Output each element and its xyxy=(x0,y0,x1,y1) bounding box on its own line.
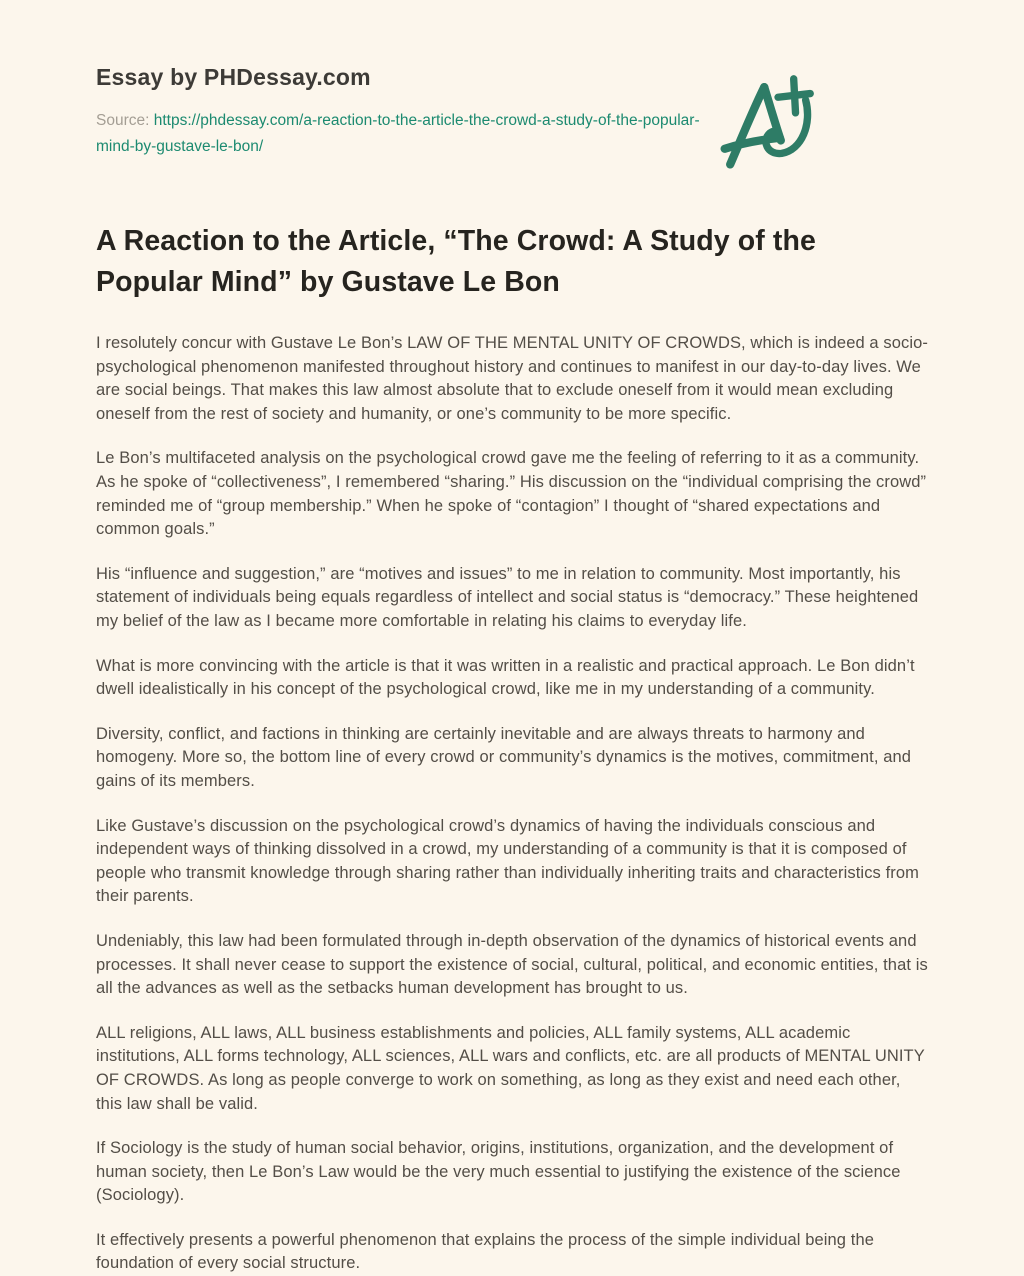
paragraph-1: I resolutely concur with Gustave Le Bon’s LAW OF THE MENTAL UNITY OF CROWDS, which is indeed a socio-psychological phenomenon manifested throughout history and continues to manifest in our day-to-day lives. We are social beings. That makes this law almost absolute that to exclude oneself from it would mean excluding oneself from the rest of society and humanity, or one’s community to be more specific. xyxy=(96,334,929,423)
document-header xyxy=(96,64,928,159)
a-plus-logo-icon xyxy=(721,72,813,174)
article-body xyxy=(96,332,928,1276)
paragraph-4: What is more convincing with the article is that it was written in a realistic and practical approach. Le Bon didn’t dwell idealistically in his concept of the psychological crowd, like me in my understanding of a community. xyxy=(96,656,915,699)
site-title: Essay by PHDessay.com xyxy=(96,64,371,90)
source-label: Source: xyxy=(96,112,150,129)
paragraph-7: Undeniably, this law had been formulated through in-depth observation of the dynamics of historical events and processes. It shall never cease to support the existence of social, cultural, political, and economic entities, that is all the advances as well as the setbacks human development has brought to us. xyxy=(96,931,928,998)
paragraph-6: Like Gustave’s discussion on the psychological crowd’s dynamics of having the individuals conscious and independent ways of thinking dissolved in a crowd, my understanding of a community is that it is composed of people who transmit knowledge through sharing rather than individually inheriting traits and characteristics from their parents. xyxy=(96,816,919,906)
paragraph-3: His “influence and suggestion,” are “motives and issues” to me in relation to community. Most importantly, his statement of individuals being equals regardless of intellect and social status is “democracy.” These heightened my belief of the law as I became more comfortable in relating his claims to everyday life. xyxy=(96,564,919,630)
paragraph-5: Diversity, conflict, and factions in thinking are certainly inevitable and are always threats to harmony and homogeny. More so, the bottom line of every crowd or community’s dynamics is the motives, commitment, and gains of its members. xyxy=(96,724,912,790)
source-line xyxy=(96,108,721,159)
article-title: A Reaction to the Article, “The Crowd: A Study of the Popular Mind” by Gustave Le Bon xyxy=(96,225,816,298)
source-link[interactable]: https://phdessay.com/a-reaction-to-the-article-the-crowd-a-study-of-the-popular-mind-by-gustave-le-bon/ xyxy=(96,112,700,155)
paragraph-2: Le Bon’s multifaceted analysis on the psychological crowd gave me the feeling of referring to it as a community. As he spoke of “collectiveness”, I remembered “sharing.” His discussion on the “individual comprising the crowd” reminded me of “group membership.” When he spoke of “contagion” I thought of “shared expectations and common goals.” xyxy=(96,449,927,539)
paragraph-9: If Sociology is the study of human social behavior, origins, institutions, organization, and the development of human society, then Le Bon’s Law would be the very much essential to justifying the existence of the science (Sociology). xyxy=(96,1139,901,1205)
paragraph-10: It effectively presents a powerful phenomenon that explains the process of the simple individual being the foundation of every social structure. xyxy=(96,1230,875,1273)
paragraph-8: ALL religions, ALL laws, ALL business establishments and policies, ALL family systems, ALL academic institutions, ALL forms technology, ALL sciences, ALL wars and conflicts, etc. are all products of MENTAL UNITY OF CROWDS. As long as people converge to work on something, as long as they exist and need each other, this law shall be valid. xyxy=(96,1023,925,1113)
